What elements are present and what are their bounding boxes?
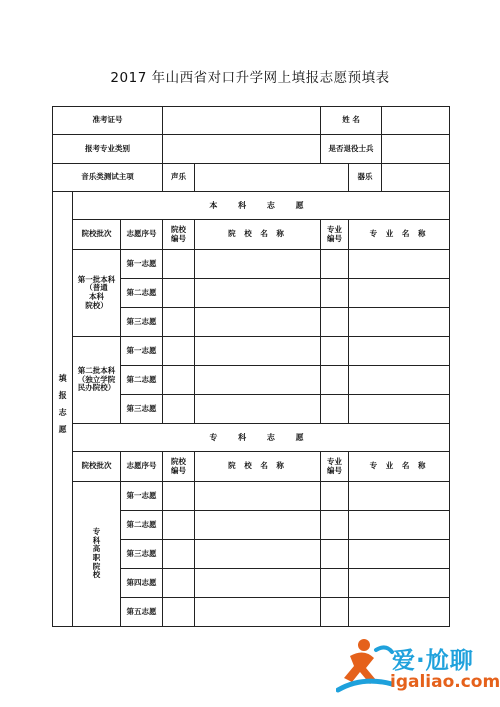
table-row xyxy=(53,482,450,511)
name-label: 姓 名 xyxy=(321,107,382,135)
col-school-code-line1: 院校 xyxy=(171,456,187,466)
major-type-row xyxy=(53,135,450,164)
choice-label: 第一志愿 xyxy=(121,482,163,511)
batch1-label xyxy=(73,250,121,337)
page-title: 2017 年山西省对口升学网上填报志愿预填表 xyxy=(110,70,390,86)
school-code-field[interactable] xyxy=(163,250,195,279)
major-code-field[interactable] xyxy=(321,250,349,279)
vocational-title: 专 科 志 愿 xyxy=(73,424,450,452)
col-school-code-line1: 院校 xyxy=(171,224,187,234)
col-major-name: 专 业 名 称 xyxy=(349,452,450,482)
undergrad-title-row xyxy=(53,192,450,220)
major-name-field[interactable] xyxy=(349,337,450,366)
school-name-field[interactable] xyxy=(195,395,321,424)
major-name-field[interactable] xyxy=(349,366,450,395)
vocational-title-row xyxy=(53,424,450,452)
major-name-field[interactable] xyxy=(349,598,450,627)
school-name-field[interactable] xyxy=(195,366,321,395)
major-name-field[interactable] xyxy=(349,395,450,424)
major-type-field[interactable] xyxy=(163,135,321,164)
major-type-label: 报考专业类别 xyxy=(53,135,163,164)
col-school-code xyxy=(163,220,195,250)
col-major-code xyxy=(321,220,349,250)
veteran-label: 是否退役士兵 xyxy=(321,135,382,164)
batch2-line: 第二批本科 xyxy=(77,366,116,376)
school-name-field[interactable] xyxy=(195,482,321,511)
choice-label: 第二志愿 xyxy=(121,279,163,308)
major-code-field[interactable] xyxy=(321,337,349,366)
choice-label: 第二志愿 xyxy=(121,511,163,540)
music-test-row xyxy=(53,164,450,192)
runner-logo-icon xyxy=(336,636,394,698)
choice-label: 第三志愿 xyxy=(121,308,163,337)
major-name-field[interactable] xyxy=(349,511,450,540)
school-code-field[interactable] xyxy=(163,511,195,540)
school-name-field[interactable] xyxy=(195,308,321,337)
watermark-url: igaliao.com xyxy=(390,672,500,692)
school-code-field[interactable] xyxy=(163,395,195,424)
col-batch: 院校批次 xyxy=(73,452,121,482)
col-major-name: 专 业 名 称 xyxy=(349,220,450,250)
veteran-field[interactable] xyxy=(382,135,450,164)
name-field[interactable] xyxy=(382,107,450,135)
major-code-field[interactable] xyxy=(321,308,349,337)
vocational-batch-char: 科 xyxy=(92,535,101,545)
side-label: 填报志愿 xyxy=(58,373,68,442)
undergrad-title: 本 科 志 愿 xyxy=(73,192,450,220)
major-name-field[interactable] xyxy=(349,279,450,308)
vocal-field[interactable] xyxy=(195,164,349,192)
batch1-line: 本科 xyxy=(89,292,104,301)
major-name-field[interactable] xyxy=(349,482,450,511)
undergrad-header-row xyxy=(53,220,450,250)
school-name-field[interactable] xyxy=(195,598,321,627)
batch1-line: 院校） xyxy=(85,300,108,310)
col-seq: 志愿序号 xyxy=(121,220,163,250)
exam-id-label: 准考证号 xyxy=(53,107,163,135)
col-major-code-line2: 编号 xyxy=(327,233,343,243)
instrument-label: 器乐 xyxy=(349,164,382,192)
major-name-field[interactable] xyxy=(349,569,450,598)
exam-id-row xyxy=(53,107,450,135)
major-name-field[interactable] xyxy=(349,308,450,337)
major-name-field[interactable] xyxy=(349,540,450,569)
school-code-field[interactable] xyxy=(163,279,195,308)
table-row xyxy=(53,250,450,279)
choice-label: 第一志愿 xyxy=(121,337,163,366)
col-major-code-line1: 专业 xyxy=(327,456,343,466)
batch2-line: 民办院校） xyxy=(77,383,116,393)
school-name-field[interactable] xyxy=(195,279,321,308)
music-test-label: 音乐类测试主项 xyxy=(53,164,163,192)
school-code-field[interactable] xyxy=(163,540,195,569)
major-code-field[interactable] xyxy=(321,511,349,540)
choice-label: 第二志愿 xyxy=(121,366,163,395)
watermark xyxy=(336,636,500,698)
col-school-code xyxy=(163,452,195,482)
choice-label: 第三志愿 xyxy=(121,540,163,569)
batch1-line: （普通 xyxy=(85,283,108,293)
major-code-field[interactable] xyxy=(321,569,349,598)
vocational-batch-char: 高 xyxy=(92,544,101,554)
col-major-code xyxy=(321,452,349,482)
school-code-field[interactable] xyxy=(163,366,195,395)
school-name-field[interactable] xyxy=(195,511,321,540)
watermark-brand: 爱·尬聊 xyxy=(392,648,474,674)
application-form-table xyxy=(52,106,450,627)
instrument-field[interactable] xyxy=(382,164,450,192)
choice-label: 第三志愿 xyxy=(121,395,163,424)
vocational-header-row xyxy=(53,452,450,482)
major-code-field[interactable] xyxy=(321,482,349,511)
major-code-field[interactable] xyxy=(321,279,349,308)
school-name-field[interactable] xyxy=(195,250,321,279)
major-name-field[interactable] xyxy=(349,250,450,279)
col-school-code-line2: 编号 xyxy=(171,465,187,475)
batch1-line: 第一批本科 xyxy=(77,274,116,284)
vocal-label: 声乐 xyxy=(163,164,195,192)
vocational-batch-label xyxy=(73,482,121,627)
side-label-cell xyxy=(53,192,73,627)
col-batch: 院校批次 xyxy=(73,220,121,250)
school-name-field[interactable] xyxy=(195,337,321,366)
school-code-field[interactable] xyxy=(163,598,195,627)
major-code-field[interactable] xyxy=(321,598,349,627)
school-code-field[interactable] xyxy=(163,482,195,511)
exam-id-field[interactable] xyxy=(163,107,321,135)
vocational-batch-char: 职 xyxy=(92,553,101,562)
col-school-code-line2: 编号 xyxy=(171,233,187,243)
school-code-field[interactable] xyxy=(163,337,195,366)
vocational-batch-char: 专 xyxy=(92,527,101,537)
choice-label: 第五志愿 xyxy=(121,598,163,627)
table-row xyxy=(53,337,450,366)
school-name-field[interactable] xyxy=(195,569,321,598)
col-school-name: 院 校 名 称 xyxy=(195,452,321,482)
choice-label: 第四志愿 xyxy=(121,569,163,598)
school-code-field[interactable] xyxy=(163,569,195,598)
batch2-line: （独立学院 xyxy=(77,374,116,384)
col-seq: 志愿序号 xyxy=(121,452,163,482)
school-code-field[interactable] xyxy=(163,308,195,337)
major-code-field[interactable] xyxy=(321,540,349,569)
major-code-field[interactable] xyxy=(321,366,349,395)
vocational-batch-char: 院 xyxy=(92,561,101,571)
col-major-code-line1: 专业 xyxy=(327,224,343,234)
major-code-field[interactable] xyxy=(321,395,349,424)
choice-label: 第一志愿 xyxy=(121,250,163,279)
col-school-name: 院 校 名 称 xyxy=(195,220,321,250)
col-major-code-line2: 编号 xyxy=(327,465,343,475)
school-name-field[interactable] xyxy=(195,540,321,569)
vocational-batch-char: 校 xyxy=(92,570,101,580)
batch2-label xyxy=(73,337,121,424)
